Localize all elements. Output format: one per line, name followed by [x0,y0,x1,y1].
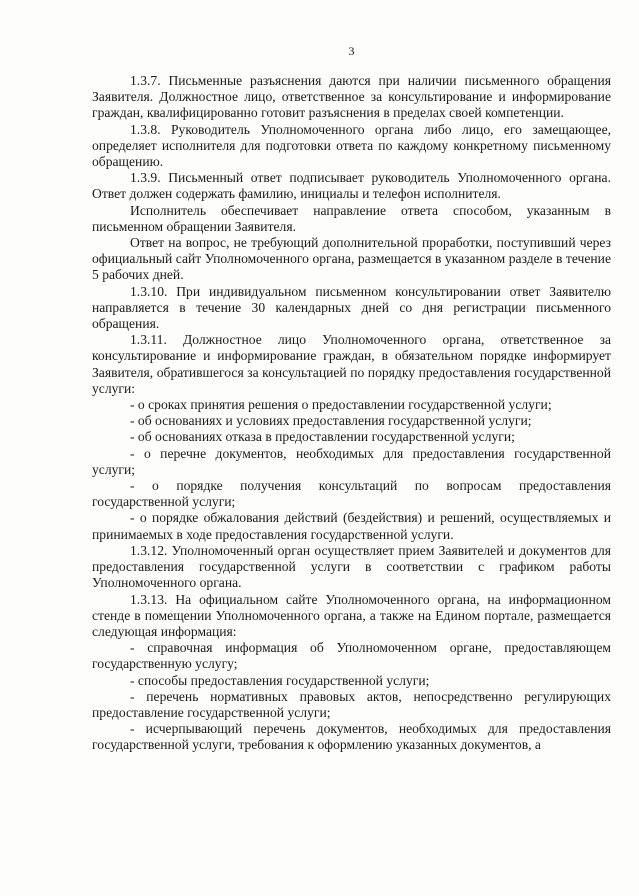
paragraph-1-3-11: 1.3.11. Должностное лицо Уполномоченного органа, ответственное за консультирование и информирование граждан, в обязательном порядке информирует Заявителя, обратившегося за консультацией по порядку предоставления государственной услуги: [92,332,611,396]
list-item: - о порядке обжалования действий (бездействия) и решений, осуществляемых и принимаемых в ходе предоставления государственной услуги. [92,510,611,542]
paragraph-1-3-9: 1.3.9. Письменный ответ подписывает руководитель Уполномоченного органа. Ответ должен содержать фамилию, инициалы и телефон исполнителя. [92,170,611,202]
list-item: - об основаниях отказа в предоставлении государственной услуги; [130,429,515,445]
paragraph-1-3-13: 1.3.13. На официальном сайте Уполномоченного органа, на информационном стенде в помещении Уполномоченного органа, а также на Едином портале, размещается следующая информация: [92,591,611,639]
list-item: - перечень нормативных правовых актов, непосредственно регулирующих предоставление государственной услуги; [92,688,611,720]
paragraph-executor: Исполнитель обеспечивает направление ответа способом, указанным в письменном обращении Заявителя. [92,202,611,234]
list-item: - исчерпывающий перечень документов, необходимых для предоставления государственной услуги, требования к оформлению указанных документов, а [92,721,611,753]
page-number: 3 [348,44,355,58]
list-item: - о перечне документов, необходимых для предоставления государственной услуги; [92,445,611,477]
list-item: - о порядке получения консультаций по вопросам предоставления государственной услуги; [92,478,611,510]
list-item: - способы предоставления государственной услуги; [130,672,430,688]
paragraph-1-3-7: 1.3.7. Письменные разъяснения даются при наличии письменного обращения Заявителя. Должностное лицо, ответственное за консультирование и информирование граждан, квалифицированно готовит разъяснения в пределах своей компетенции. [92,73,611,121]
document-body [92,73,611,754]
list-item: - о сроках принятия решения о предоставлении государственной услуги; [130,397,552,413]
paragraph-1-3-12: 1.3.12. Уполномоченный орган осуществляет прием Заявителей и документов для предоставления государственной услуги в соответствии с графиком работы Уполномоченного органа. [92,542,611,591]
paragraph-1-3-8: 1.3.8. Руководитель Уполномоченного органа либо лицо, его замещающее, определяет исполнителя для подготовки ответа по каждому конкретному письменному обращению. [92,121,611,170]
paragraph-answer-site: Ответ на вопрос, не требующий дополнительной проработки, поступивший через официальный сайт Уполномоченного органа, размещается в указанном разделе в течение 5 рабочих дней. [92,235,611,283]
list-item: - справочная информация об Уполномоченном органе, предоставляющем государственную услугу; [92,640,611,672]
paragraph-1-3-10: 1.3.10. При индивидуальном письменном консультировании ответ Заявителю направляется в течение 30 календарных дней со дня регистрации письменного обращения. [92,283,611,332]
list-item: - об основаниях и условиях предоставления государственной услуги; [130,413,532,429]
